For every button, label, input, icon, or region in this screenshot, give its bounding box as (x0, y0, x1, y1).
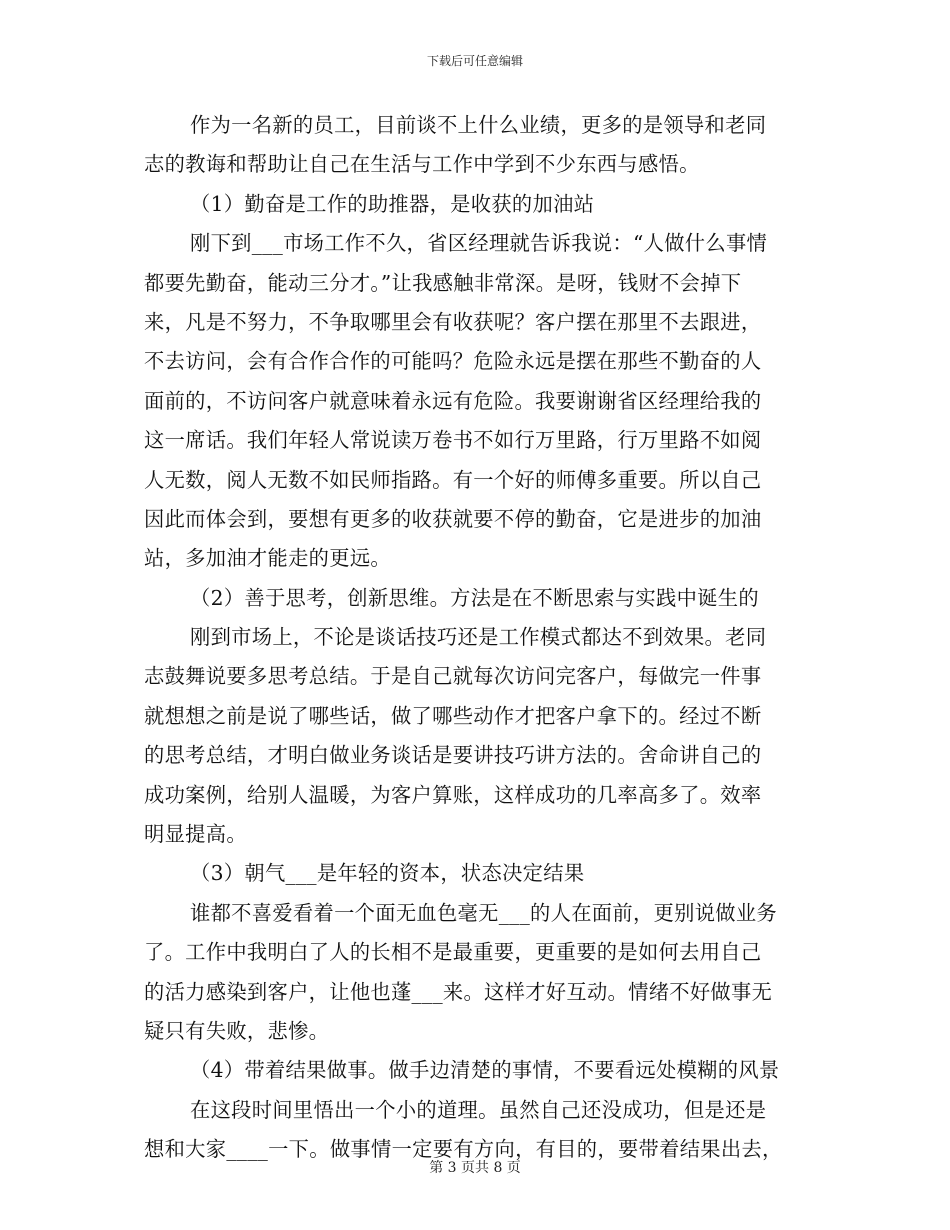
text-line: 人无数，阅人无数不如民师指路。有一个好的师傅多重要。所以自己 (144, 467, 762, 492)
text-line: 疑只有失败，悲惨。 (144, 1018, 330, 1043)
text-line: 志的教诲和帮助让自己在生活与工作中学到不少东西与感悟。 (144, 152, 700, 177)
text-line: 来，凡是不努力，不争取哪里会有收获呢？客户摆在那里不去跟进， (144, 309, 762, 334)
text-line: 成功案例，给别人温暖，为客户算账，这样成功的几率高多了。效率 (144, 782, 762, 807)
text-line: 刚下到___市场工作不久，省区经理就告诉我说：“人做什么事情 (190, 231, 768, 256)
text-line: （2）善于思考，创新思维。方法是在不断思索与实践中诞生的 (190, 585, 759, 610)
page-footer: 第 3 页共 8 页 (429, 1160, 521, 1176)
text-line: 站，多加油才能走的更远。 (144, 546, 391, 571)
text-line: 面前的，不访问客户就意味着永远有危险。我要谢谢省区经理给我的 (144, 388, 762, 413)
page-header: 下载后可任意编辑 (426, 54, 523, 68)
text-line: 刚到市场上，不论是谈话技巧还是工作模式都达不到效果。老同 (190, 625, 767, 650)
text-line: 因此而体会到，要想有更多的收获就要不停的勤奋，它是进步的加油 (144, 506, 762, 531)
text-line: 的思考总结，才明白做业务谈话是要讲技巧讲方法的。舍命讲自己的 (144, 743, 762, 768)
text-line: 这一席话。我们年轻人常说读万卷书不如行万里路，行万里路不如阅 (144, 428, 762, 453)
text-line: （1）勤奋是工作的助推器，是收获的加油站 (190, 191, 595, 216)
body-text (144, 106, 814, 1170)
text-line: 谁都不喜爱看着一个面无血色毫无___的人在面前，更别说做业务 (190, 900, 778, 925)
text-line: 志鼓舞说要多思考总结。于是自己就每次访问完客户，每做完一件事 (144, 664, 762, 689)
text-line: 了。工作中我明白了人的长相不是最重要，更重要的是如何去用自己 (144, 940, 762, 965)
text-line: 不去访问，会有合作合作的可能吗？危险永远是摆在那些不勤奋的人 (144, 349, 762, 374)
text-line: 的活力感染到客户，让他也蓬___来。这样才好互动。情绪不好做事无 (144, 979, 773, 1004)
text-line: 明显提高。 (144, 822, 247, 847)
text-line: 作为一名新的员工，目前谈不上什么业绩，更多的是领导和老同 (190, 113, 767, 137)
text-line: 在这段时间里悟出一个小的道理。虽然自己还没成功，但是还是 (190, 1097, 767, 1122)
text-line: 就想想之前是说了哪些话，做了哪些动作才把客户拿下的。经过不断 (144, 703, 762, 728)
text-line: （4）带着结果做事。做手边清楚的事情，不要看远处模糊的风景 (190, 1058, 780, 1083)
text-line: 都要先勤奋，能动三分才。”让我感触非常深。是呀，钱财不会掉下 (144, 270, 742, 295)
text-line: （3）朝气___是年轻的资本，状态决定结果 (190, 861, 585, 886)
text-line: 想和大家____一下。做事情一定要有方向，有目的，要带着结果出去， (144, 1137, 783, 1162)
